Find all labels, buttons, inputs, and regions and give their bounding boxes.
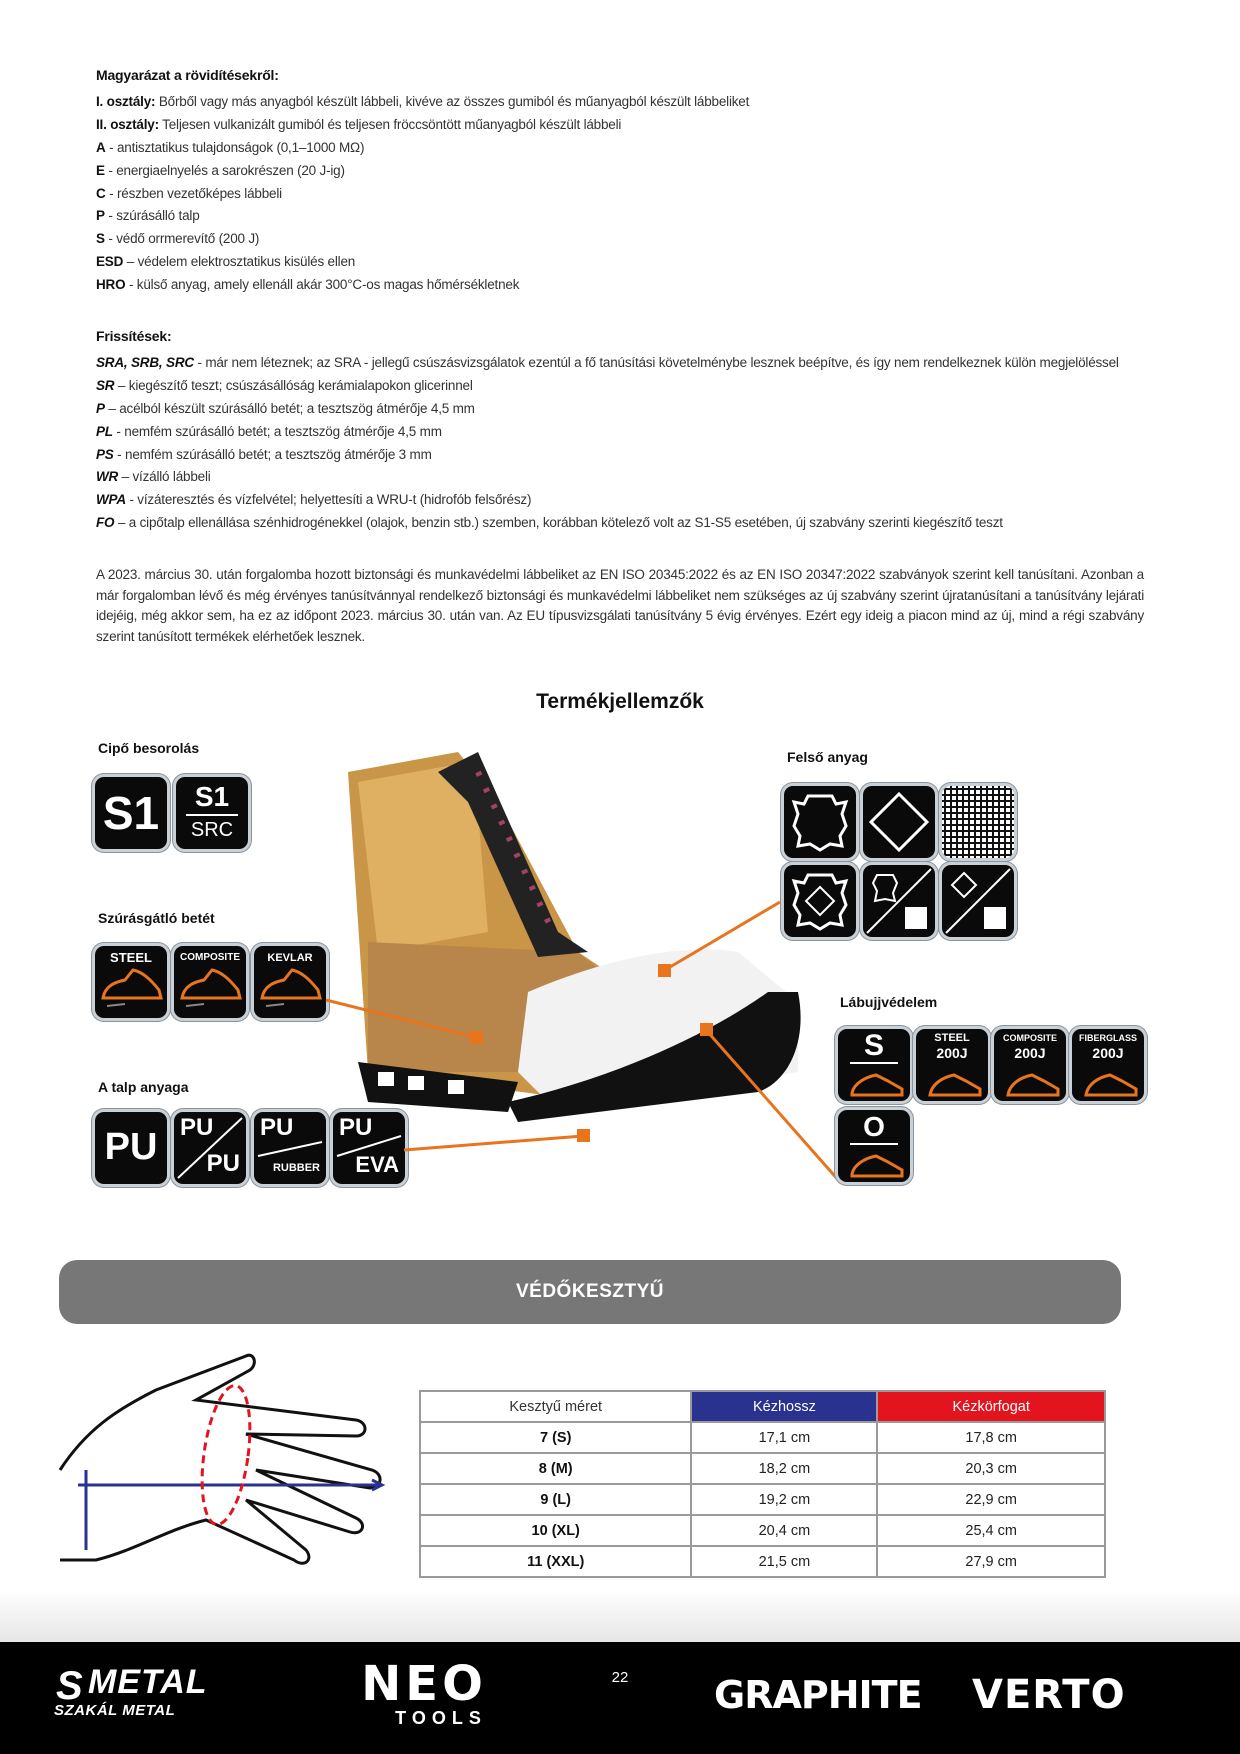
abbr-row (96, 91, 1146, 114)
length-cell: 20,4 cm (691, 1515, 877, 1546)
table-row (420, 1515, 1105, 1546)
update-row (96, 421, 1146, 444)
table-row (420, 1453, 1105, 1484)
certification-paragraph: A 2023. március 30. után forgalomba hozott biztonsági és munkavédelmi lábbeliket az EN ISO 20345:2022 és az EN ISO 20347:2022 szabványok szerint kell tanúsítani. Azonban a már forgalomban lévő és még érvényes tanúsítvánnyal rendelkező biztonsági és munkavédelmi lábbeliket nem szükséges az új szabvány szerint újratanúsítani a tanúsítvány lejárati idejéig, még akkor sem, ha ez az időpont 2023. március 30. után van. Az EU típusvizsgálati tanúsítvány 5 évig érvényes. Ezért egy ideig a piacon mind az új, mind a régi szabvány szerint tanúsított termékek elérhetőek lesznek. (96, 567, 1144, 644)
table-header-row (420, 1391, 1105, 1422)
update-text: - nemfém szúrásálló betét; a tesztszög átmérője 3 mm (113, 446, 432, 462)
update-code: P (96, 400, 105, 416)
metal-logo-mark: S (56, 1664, 83, 1708)
neo-word: NEO (361, 1656, 487, 1712)
circ-cell: 20,3 cm (877, 1453, 1105, 1484)
kevlar-insole-icon (254, 946, 326, 1018)
textile-icon (942, 786, 1014, 858)
update-text: - nemfém szúrásálló betét; a tesztszög átmérője 4,5 mm (112, 423, 442, 439)
abbr-code: A (96, 139, 106, 155)
pu-text: PU (104, 1126, 158, 1168)
length-cell: 17,1 cm (691, 1422, 877, 1453)
update-code: WPA (96, 492, 126, 508)
abbr-row (96, 160, 1146, 183)
update-text: – acélból készült szúrásálló betét; a tesztszög átmérője 4,5 mm (104, 400, 475, 416)
updates-section (96, 325, 1146, 535)
s1-src-bottom: SRC (190, 819, 234, 841)
update-row (96, 512, 1146, 535)
leather-textile-icon (863, 865, 935, 937)
glove-size-table (419, 1390, 1106, 1578)
abbr-code: C (96, 185, 106, 201)
toe-composite-bottom: 200J (1014, 1045, 1046, 1061)
update-row (96, 466, 1146, 489)
abbr-text: - védő orrmerevítő (200 J) (104, 231, 260, 247)
pu-rubber-top: PU (260, 1114, 294, 1141)
pu-rubber-sole-icon (254, 1112, 326, 1184)
toe-fiberglass-bottom: 200J (1092, 1045, 1124, 1061)
size-cell: 11 (XXL) (420, 1546, 691, 1577)
s1-text: S1 (102, 787, 160, 839)
abbr-text: - antisztatikus tulajdonságok (0,1–1000 MΩ) (105, 139, 365, 155)
update-text: – vízálló lábbeli (118, 469, 211, 485)
size-cell: 10 (XL) (420, 1515, 691, 1546)
toe-s-text: S (863, 1029, 884, 1062)
pu-eva-top: PU (339, 1114, 373, 1141)
abbr-text: - részben vezetőképes lábbeli (105, 185, 282, 201)
update-text: – a cipőtalp ellenállása szénhidrogénekkel (olajok, benzin stb.) szemben, korábban kötelező volt az S1-S5 esetében, új szabvány szerinti kiegészítő teszt (114, 515, 1003, 531)
toe-o-icon (838, 1110, 910, 1182)
size-cell: 9 (L) (420, 1484, 691, 1515)
leather-synthetic-icon (784, 865, 856, 937)
footer (0, 1642, 1240, 1754)
abbr-code: II. osztály: (96, 116, 159, 132)
update-code: PS (96, 446, 114, 462)
pu-sole-icon (95, 1112, 167, 1184)
abbr-code: P (96, 208, 105, 224)
abbr-code: S (96, 231, 105, 247)
update-text: - vízáteresztés és vízfelvétel; helyettesíti a WRU-t (hidrofób felsőrész) (125, 492, 532, 508)
length-cell: 21,5 cm (691, 1546, 877, 1577)
insole-label: Szúrásgátló betét (98, 910, 215, 926)
features-title: Termékjellemzők (536, 690, 704, 713)
update-row (96, 398, 1146, 421)
update-text: – kiegészítő teszt; csúszásállóság kerámialapokon glicerinnel (114, 377, 473, 393)
abbr-text: - energiaelnyelés a sarokrészen (20 J-ig) (104, 162, 345, 178)
abbr-row (96, 205, 1146, 228)
update-text: - már nem léteznek; az SRA - jellegű csúszásvizsgálatok ezentúl a fő tanúsítási követelménybe lesznek beépítve, és így nem rendelkeznek külön megjelöléssel (193, 354, 1119, 370)
circ-cell: 17,8 cm (877, 1422, 1105, 1453)
update-row (96, 489, 1146, 512)
classification-label: Cipő besorolás (98, 740, 200, 756)
graphite-logo: GRAPHITE (714, 1673, 922, 1717)
toe-steel-bottom: 200J (936, 1045, 968, 1061)
abbr-row (96, 137, 1146, 160)
abbr-text: - szúrásálló talp (104, 208, 200, 224)
insole-text: COMPOSITE (179, 952, 240, 963)
toe-fiberglass-top: FIBERGLASS (1078, 1033, 1137, 1043)
tools-word: TOOLS (395, 1708, 487, 1728)
upper-material-label: Felső anyag (787, 749, 868, 765)
abbr-row (96, 274, 1146, 297)
leather-icon (784, 786, 856, 858)
sole-label: A talp anyaga (98, 1079, 189, 1095)
composite-insole-icon (174, 946, 246, 1018)
table-row (420, 1546, 1105, 1577)
circ-cell: 27,9 cm (877, 1546, 1105, 1577)
length-cell: 19,2 cm (691, 1484, 877, 1515)
insole-text: STEEL (110, 950, 152, 965)
abbreviations-section (96, 64, 1146, 297)
verto-logo: VERTO (972, 1672, 1126, 1718)
abbr-row (96, 114, 1146, 137)
size-cell: 7 (S) (420, 1422, 691, 1453)
metal-logo-word: METAL (88, 1663, 208, 1701)
s1-src-top: S1 (194, 781, 230, 812)
abbr-text: - külső anyag, amely ellenáll akár 300°C-os magas hőmérsékletnek (125, 277, 520, 293)
toe-o-text: O (863, 1111, 885, 1142)
update-code: SR (96, 377, 115, 393)
abbr-code: I. osztály: (96, 93, 156, 109)
s1-src-icon (176, 777, 248, 849)
pu-eva-bottom: EVA (355, 1152, 399, 1177)
insole-text: KEVLAR (267, 952, 313, 964)
update-code: WR (96, 469, 119, 485)
circ-cell: 22,9 cm (877, 1484, 1105, 1515)
abbr-text: – védelem elektrosztatikus kisülés ellen (123, 254, 356, 270)
pu-pu-top: PU (180, 1114, 214, 1141)
synthetic-textile-icon (942, 865, 1014, 937)
szakal-metal-logo (54, 1662, 208, 1719)
safety-boot-illustration (338, 742, 838, 1152)
col-length-header: Kézhossz (691, 1391, 877, 1422)
abbr-row (96, 183, 1146, 206)
update-code: PL (96, 423, 113, 439)
page-number: 22 (611, 1669, 629, 1686)
gloves-band-title: VÉDŐKESZTYŰ (515, 1281, 665, 1302)
col-circ-header: Kézkörfogat (877, 1391, 1105, 1422)
toe-s-icon (838, 1029, 910, 1101)
metal-logo-sub: SZAKÁL METAL (54, 1702, 176, 1719)
hand-measurement-illustration (56, 1350, 386, 1580)
circ-cell: 25,4 cm (877, 1515, 1105, 1546)
update-row (96, 375, 1146, 398)
s1-icon (95, 777, 167, 849)
divider (186, 814, 238, 816)
pu-rubber-bottom: RUBBER (272, 1162, 320, 1174)
update-code: FO (96, 515, 115, 531)
update-row (96, 352, 1146, 375)
abbr-row (96, 251, 1146, 274)
abbr-code: E (96, 162, 105, 178)
col-size-header: Kesztyű méret (420, 1391, 691, 1422)
update-code: SRA, SRB, SRC (96, 354, 194, 370)
toe-fiberglass-icon (1072, 1029, 1144, 1101)
toe-steel-icon (916, 1029, 988, 1101)
abbr-text: Bőrből vagy más anyagból készült lábbeli, kivéve az összes gumiból és műanyagból készült lábbeliket (155, 93, 750, 109)
toe-steel-top: STEEL (934, 1032, 970, 1044)
table-row (420, 1484, 1105, 1515)
size-cell: 8 (M) (420, 1453, 691, 1484)
abbr-code: ESD (96, 254, 124, 270)
length-cell: 18,2 cm (691, 1453, 877, 1484)
abbreviations-heading: Magyarázat a rövidítésekről: (96, 67, 279, 83)
abbr-row (96, 228, 1146, 251)
neo-tools-logo (344, 1656, 504, 1729)
footer-fade (0, 1590, 1240, 1642)
pu-pu-sole-icon (174, 1112, 246, 1184)
abbr-code: HRO (96, 277, 126, 293)
table-row (420, 1422, 1105, 1453)
steel-insole-icon (95, 946, 167, 1018)
synthetic-icon (863, 786, 935, 858)
toe-protection-label: Lábujjvédelem (840, 994, 938, 1010)
updates-heading: Frissítések: (96, 328, 172, 344)
abbr-text: Teljesen vulkanizált gumiból és teljesen fröccsöntött műanyagból készült lábbeli (158, 116, 622, 132)
toe-composite-icon (994, 1029, 1066, 1101)
gloves-section-band (59, 1260, 1121, 1324)
pu-pu-bottom: PU (206, 1150, 240, 1177)
update-row (96, 444, 1146, 467)
toe-composite-top: COMPOSITE (1002, 1033, 1057, 1043)
